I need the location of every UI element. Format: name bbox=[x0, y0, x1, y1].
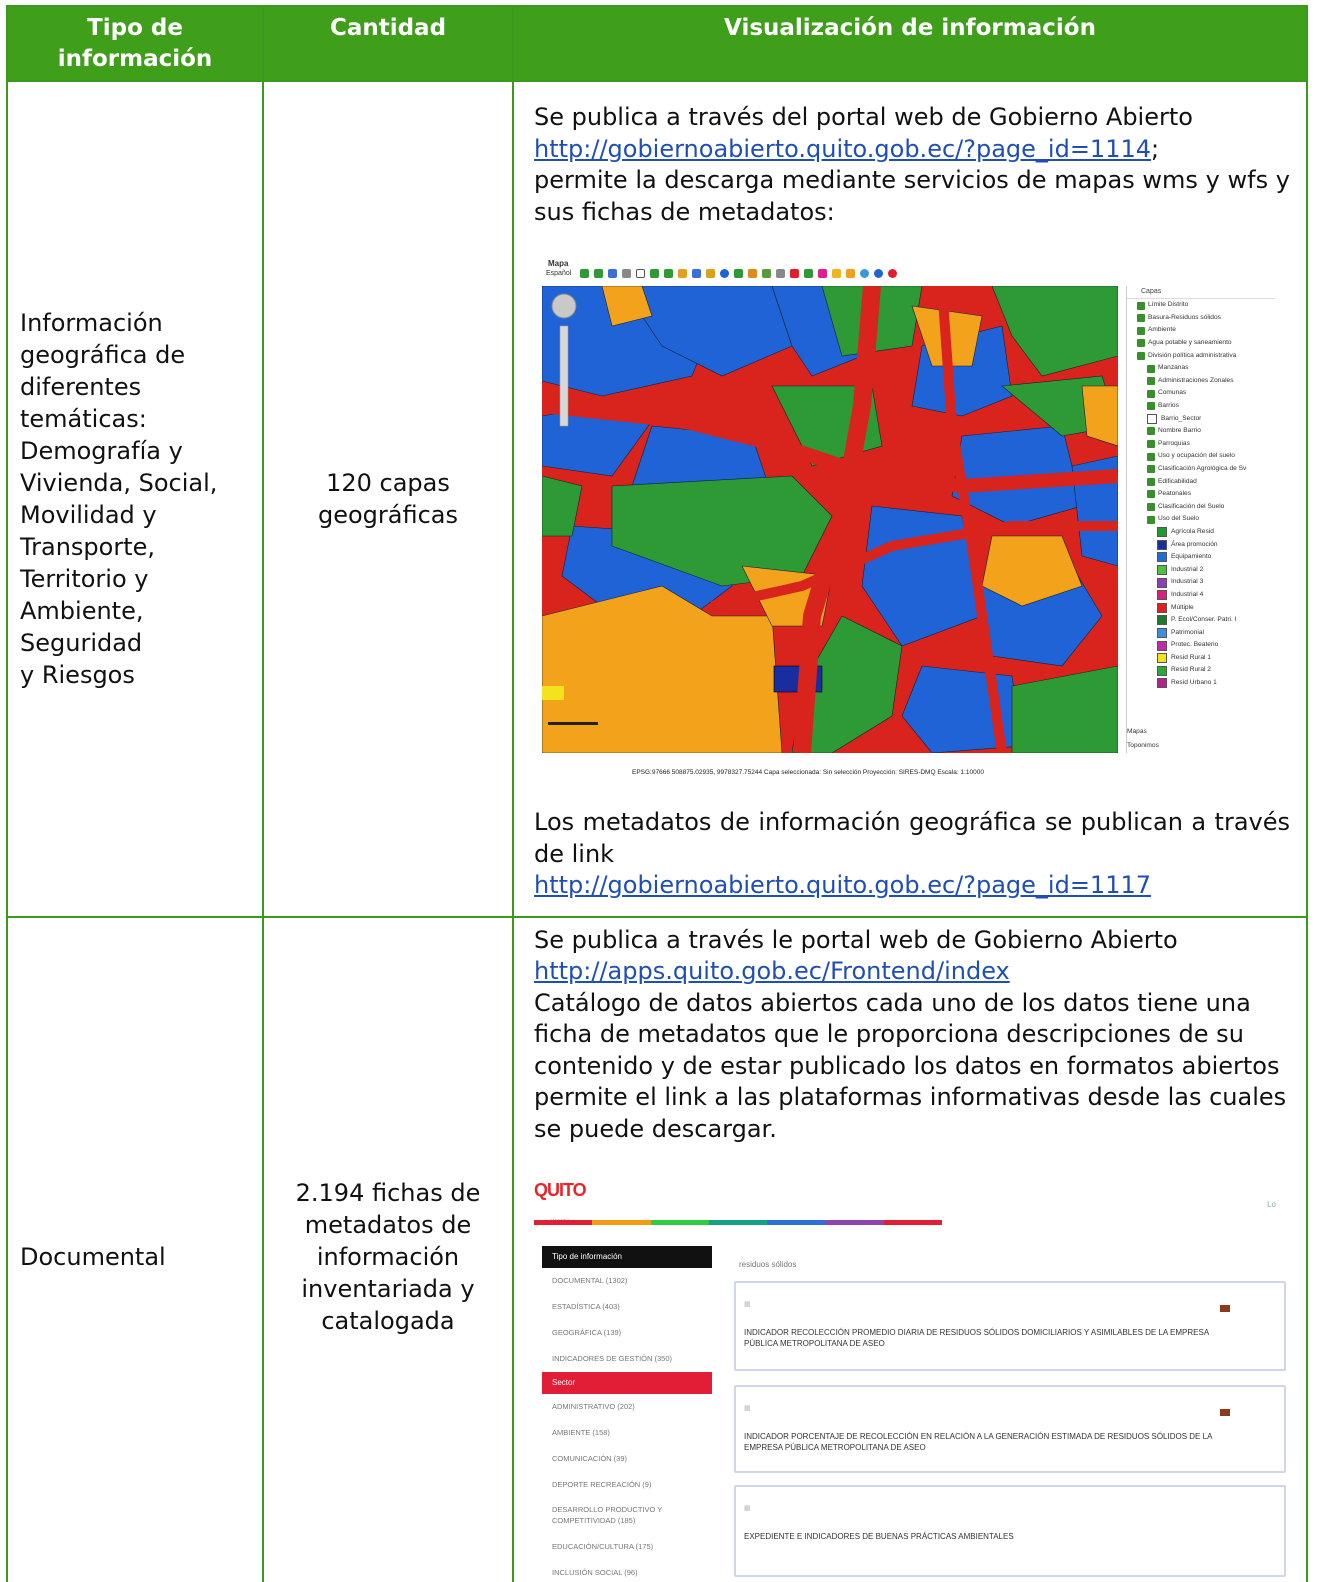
layer-icon bbox=[1147, 402, 1155, 410]
zoom-out-icon[interactable] bbox=[594, 269, 603, 278]
layer-label: División política administrativa bbox=[1148, 351, 1237, 359]
tipo-line: Vivienda, Social, bbox=[20, 469, 218, 497]
language-select[interactable]: Español bbox=[546, 269, 572, 277]
link-suffix: ; bbox=[1151, 134, 1160, 163]
layer-label: Parroquias bbox=[1158, 439, 1190, 447]
tipo-line: temáticas: bbox=[20, 405, 147, 433]
card-title[interactable]: INDICADOR RECOLECCIÓN PROMEDIO DIARIA DE RESIDUOS SÓLIDOS DOMICILIARIOS Y ASIMILABLES DE LA EMPRESA PÚBLICA METROPOLITANA DE ASEO bbox=[744, 1327, 1209, 1348]
layer-label: Resid Rural 2 bbox=[1171, 666, 1211, 674]
legend-swatch bbox=[1157, 653, 1167, 663]
tipo-line: Seguridad bbox=[20, 629, 143, 657]
sidebar-filter-item[interactable]: DEPORTE RECREACIÓN (9) bbox=[552, 1480, 652, 1490]
layer-item[interactable] bbox=[1127, 627, 1275, 640]
visualizacion-cell-geografica bbox=[513, 81, 1307, 917]
toponyms-section[interactable]: Toponimos bbox=[1127, 742, 1159, 750]
file-icon bbox=[1220, 1305, 1230, 1312]
layer-item[interactable] bbox=[1127, 387, 1275, 400]
layer-item[interactable] bbox=[1127, 312, 1275, 325]
layer-item[interactable] bbox=[1127, 614, 1275, 627]
document-icon[interactable] bbox=[846, 269, 855, 278]
stripe-segment bbox=[534, 1220, 592, 1225]
layer-label: Barrios bbox=[1158, 402, 1179, 409]
layer-item[interactable] bbox=[1127, 551, 1275, 564]
export-icon[interactable] bbox=[776, 269, 785, 278]
info-icon[interactable] bbox=[720, 269, 729, 278]
layer-item[interactable] bbox=[1127, 450, 1275, 463]
layer-label: P. Ecol/Conser. Patri. I bbox=[1171, 616, 1237, 624]
print-icon[interactable] bbox=[762, 269, 771, 278]
tipo-line: Movilidad y bbox=[20, 501, 157, 529]
layer-item[interactable] bbox=[1127, 513, 1275, 526]
sidebar-filter-item[interactable]: INCLUSIÓN SOCIAL (96) bbox=[552, 1568, 638, 1578]
layer-label: Barrio_Sector bbox=[1161, 414, 1202, 422]
header-tipo: Tipo de información bbox=[7, 6, 263, 81]
layer-item[interactable] bbox=[1127, 664, 1275, 677]
map-canvas[interactable] bbox=[542, 286, 1118, 753]
layer-icon bbox=[1137, 314, 1145, 322]
paragraph-portal bbox=[534, 102, 1290, 228]
bookmark-icon[interactable] bbox=[832, 269, 841, 278]
area-icon[interactable] bbox=[692, 269, 701, 278]
map-status-bar: EPSG:97666 508875.02935, 9978327.75244 Capa seleccionada: Sin selección Proyección: SIRES-DMQ Escala: 1:10000 bbox=[632, 769, 984, 777]
layer-icon bbox=[1147, 478, 1155, 486]
download-text: permite la descarga mediante servicios de mapas wms y wfs y sus fichas de metadatos: bbox=[534, 166, 1290, 226]
stripe-segment bbox=[825, 1220, 883, 1225]
color-stripe bbox=[534, 1220, 942, 1225]
layer-item[interactable] bbox=[1127, 299, 1275, 312]
layer-label: Resid Urbano 1 bbox=[1171, 679, 1217, 687]
type-list bbox=[542, 1268, 712, 1372]
tipo-line: Ambiente, bbox=[20, 597, 144, 625]
sidebar-filter-item[interactable]: ESTADÍSTICA (403) bbox=[552, 1302, 620, 1312]
tipo-line: Demografía y bbox=[20, 437, 183, 465]
legend-swatch bbox=[1157, 527, 1167, 537]
legend-swatch bbox=[1157, 615, 1167, 625]
sidebar-filter-item[interactable]: ADMINISTRATIVO (202) bbox=[552, 1402, 635, 1412]
paragraph-open-data bbox=[534, 925, 1290, 1146]
visualizacion-cell-documental bbox=[513, 917, 1307, 1582]
portal-text: Se publica a través le portal web de Gobierno Abierto bbox=[534, 925, 1178, 954]
tipo-line: geográfica de bbox=[20, 341, 186, 369]
layer-item[interactable] bbox=[1127, 677, 1275, 690]
maps-section[interactable]: Mapas bbox=[1127, 728, 1147, 736]
layer-item[interactable] bbox=[1127, 438, 1275, 451]
layer-icon bbox=[1147, 516, 1155, 524]
layer-label: Edificabilidad bbox=[1158, 477, 1197, 485]
legend-swatch bbox=[1157, 552, 1167, 562]
layer-icon bbox=[1137, 339, 1145, 347]
back-icon[interactable] bbox=[650, 269, 659, 278]
card-meta: ▦ bbox=[744, 1301, 751, 1309]
layer-label: Peatonales bbox=[1158, 490, 1191, 498]
layer-item[interactable] bbox=[1127, 488, 1275, 501]
layer-item[interactable] bbox=[1127, 400, 1275, 413]
table-row bbox=[7, 917, 1307, 1582]
layer-icon bbox=[1147, 440, 1155, 448]
card-title[interactable]: INDICADOR PORCENTAJE DE RECOLECCIÓN EN RELACIÓN A LA GENERACIÓN ESTIMADA DE RESIDUOS SÓLIDOS DE LA EMPRESA PÚBLICA METROPOLITANA DE ASEO bbox=[744, 1431, 1212, 1452]
catalog-sidebar bbox=[542, 1246, 712, 1582]
layer-icon bbox=[1147, 453, 1155, 461]
layer-item[interactable] bbox=[1127, 362, 1275, 375]
layer-icon bbox=[1147, 390, 1155, 398]
layer-label: Nombre Barrio bbox=[1158, 427, 1201, 435]
layer-label: Clasificación del Suelo bbox=[1158, 502, 1225, 510]
stripe-segment bbox=[651, 1220, 709, 1225]
layer-icon bbox=[1147, 503, 1155, 511]
card-meta: ▦ bbox=[744, 1405, 751, 1413]
user-icon[interactable] bbox=[748, 269, 757, 278]
layer-icon bbox=[1137, 352, 1145, 360]
layer-label: Comunas bbox=[1158, 389, 1187, 397]
portal-text: Se publica a través del portal web de Gobierno Abierto bbox=[534, 103, 1193, 132]
result-card[interactable] bbox=[734, 1281, 1286, 1371]
layer-label: Ambiente bbox=[1148, 326, 1176, 334]
layer-item[interactable] bbox=[1127, 463, 1275, 476]
legend-swatch bbox=[1157, 678, 1167, 688]
layer-label: Límite Distrito bbox=[1148, 301, 1189, 309]
tipo-line: Información bbox=[20, 309, 163, 337]
layer-label: Administraciones Zonales bbox=[1158, 376, 1234, 384]
sidebar-filter-item[interactable]: COMUNICACIÓN (39) bbox=[552, 1454, 628, 1464]
layer-icon bbox=[1147, 490, 1155, 498]
layer-icon bbox=[1147, 465, 1155, 473]
layer-label: Equipamiento bbox=[1171, 553, 1212, 561]
layer-item[interactable] bbox=[1127, 639, 1275, 652]
stripe-segment bbox=[592, 1220, 650, 1225]
tipo-line: y Riesgos bbox=[20, 661, 135, 689]
metadata-text: Los metadatos de información geográfica se publican a través de link bbox=[534, 808, 1290, 868]
cantidad-line: metadatos de bbox=[304, 1211, 472, 1239]
stripe-segment bbox=[767, 1220, 825, 1225]
paragraph-metadata bbox=[534, 807, 1290, 902]
legend-swatch bbox=[1157, 540, 1167, 550]
layer-item[interactable] bbox=[1127, 564, 1275, 577]
result-card[interactable] bbox=[734, 1385, 1286, 1473]
legend-swatch bbox=[1157, 641, 1167, 651]
layer-label: Uso y ocupación del suelo bbox=[1158, 452, 1235, 460]
tipo-cell-documental bbox=[7, 917, 263, 1582]
layer-item[interactable] bbox=[1127, 652, 1275, 665]
draw-icon[interactable] bbox=[706, 269, 715, 278]
login-link[interactable]: Lo bbox=[1267, 1200, 1276, 1210]
tipo-text bbox=[20, 307, 261, 691]
result-card[interactable] bbox=[734, 1485, 1286, 1577]
pan-icon[interactable] bbox=[622, 269, 631, 278]
sector-list bbox=[542, 1394, 712, 1582]
layer-label: Área promoción bbox=[1171, 540, 1218, 548]
legend-swatch bbox=[1157, 590, 1167, 600]
tipo-cell-geografica bbox=[7, 81, 263, 917]
catalog-text: Catálogo de datos abiertos cada uno de los datos tiene una ficha de metadatos que le proporciona descripciones de su contenido y de estar publicado los datos en formatos abiertos permite el link a las plataformas informativas desde las cuales se puede descargar. bbox=[534, 988, 1287, 1143]
quito-logo: QUITO bbox=[534, 1180, 586, 1201]
legend-swatch bbox=[1157, 565, 1167, 575]
layer-label: Manzanas bbox=[1158, 364, 1189, 372]
grid-icon[interactable] bbox=[804, 269, 813, 278]
layer-item[interactable] bbox=[1127, 425, 1275, 438]
cantidad-line: geográficas bbox=[317, 501, 458, 529]
card-title[interactable]: EXPEDIENTE E INDICADORES DE BUENAS PRÁCTICAS AMBIENTALES bbox=[744, 1531, 1014, 1541]
tipo-line: diferentes bbox=[20, 373, 142, 401]
sidebar-filter-item[interactable]: GEOGRÁFICA (139) bbox=[552, 1328, 622, 1338]
catalog-screenshot bbox=[534, 1175, 1294, 1582]
layer-label: Protec. Beaterio bbox=[1171, 641, 1219, 649]
globe-icon[interactable] bbox=[860, 269, 869, 278]
layer-panel bbox=[1126, 286, 1275, 753]
layer-label: Industrial 4 bbox=[1171, 590, 1204, 598]
sidebar-filter-item[interactable]: DOCUMENTAL (1302) bbox=[552, 1276, 628, 1286]
legend-swatch bbox=[1157, 628, 1167, 638]
layer-label: Agrícola Resid bbox=[1171, 527, 1214, 535]
layer-item[interactable] bbox=[1127, 602, 1275, 615]
select-icon[interactable] bbox=[636, 269, 645, 278]
link-frontend-index[interactable]: http://apps.quito.gob.ec/Frontend/index bbox=[534, 957, 1010, 986]
layer-label: Clasificación Agrológica de Sv bbox=[1158, 464, 1247, 472]
header-cantidad: Cantidad bbox=[263, 6, 513, 81]
layer-icon bbox=[1137, 302, 1145, 310]
layer-icon bbox=[1147, 427, 1155, 435]
scissors-icon[interactable] bbox=[818, 269, 827, 278]
cantidad-line: catalogada bbox=[321, 1307, 455, 1335]
measure-icon[interactable] bbox=[678, 269, 687, 278]
layer-label: Múltiple bbox=[1171, 603, 1194, 611]
layer-label: Resid Rural 1 bbox=[1171, 653, 1211, 661]
sidebar-header-type: Tipo de información bbox=[542, 1246, 712, 1268]
layer-item[interactable] bbox=[1127, 589, 1275, 602]
layer-label: Uso del Suelo bbox=[1158, 515, 1200, 523]
sidebar-header-sector: Sector bbox=[542, 1372, 712, 1394]
sidebar-filter-item[interactable]: INDICADORES DE GESTIÓN (350) bbox=[552, 1354, 673, 1364]
tipo-line: Territorio y bbox=[20, 565, 149, 593]
sidebar-filter-item[interactable]: AMBIENTE (158) bbox=[552, 1428, 610, 1438]
map-viewer-screenshot bbox=[542, 246, 1277, 777]
legend-swatch bbox=[1147, 414, 1157, 424]
power-icon[interactable] bbox=[888, 269, 897, 278]
layer-item[interactable] bbox=[1127, 501, 1275, 514]
tipo-line: Transporte, bbox=[20, 533, 156, 561]
legend-swatch bbox=[1157, 666, 1167, 676]
legend-swatch bbox=[1157, 578, 1167, 588]
layer-label: Patrimonial bbox=[1171, 628, 1204, 636]
link-page-1114[interactable]: http://gobiernoabierto.quito.gob.ec/?page_id=1114 bbox=[534, 134, 1152, 163]
tipo-text: Documental bbox=[20, 1243, 166, 1271]
cantidad-line: 2.194 fichas de bbox=[295, 1179, 481, 1207]
layer-icon[interactable] bbox=[734, 269, 743, 278]
sidebar-filter-item[interactable]: DESARROLLO PRODUCTIVO Y COMPETITIVIDAD (185) bbox=[552, 1505, 663, 1526]
stripe-segment bbox=[884, 1220, 942, 1225]
layer-item[interactable] bbox=[1127, 539, 1275, 552]
cantidad-text bbox=[265, 467, 511, 531]
layer-label: Basura-Residuos sólidos bbox=[1148, 313, 1221, 321]
map-title: Mapa bbox=[548, 259, 569, 269]
flag-icon[interactable] bbox=[790, 269, 799, 278]
layer-panel-header: Capas bbox=[1127, 286, 1275, 299]
layer-item[interactable] bbox=[1127, 576, 1275, 589]
cantidad-cell-documental bbox=[263, 917, 513, 1582]
cantidad-text bbox=[265, 1177, 511, 1337]
search-query[interactable]: residuos sólidos bbox=[739, 1260, 797, 1270]
cantidad-line: inventariada y bbox=[301, 1275, 475, 1303]
forward-icon[interactable] bbox=[664, 269, 673, 278]
legend-swatch bbox=[1157, 603, 1167, 613]
stripe-segment bbox=[709, 1220, 767, 1225]
layer-label: Industrial 2 bbox=[1171, 565, 1204, 573]
layer-item[interactable] bbox=[1127, 324, 1275, 337]
table-row bbox=[7, 81, 1307, 917]
table-header-row bbox=[7, 6, 1307, 81]
card-meta: ▦ bbox=[744, 1505, 751, 1513]
info-table bbox=[6, 5, 1308, 1582]
layer-item[interactable] bbox=[1127, 375, 1275, 388]
layer-panel-footer bbox=[1127, 725, 1275, 753]
layer-list bbox=[1127, 299, 1275, 689]
sidebar-filter-item[interactable]: EDUCACIÓN/CULTURA (175) bbox=[552, 1542, 654, 1552]
zoom-extent-icon[interactable] bbox=[608, 269, 617, 278]
header-visualizacion: Visualización de información bbox=[513, 6, 1307, 81]
layer-item[interactable] bbox=[1127, 413, 1275, 426]
layer-label: Industrial 3 bbox=[1171, 578, 1204, 586]
layer-item[interactable] bbox=[1127, 337, 1275, 350]
land-use-map bbox=[542, 286, 1118, 753]
map-toolbar bbox=[546, 266, 1046, 280]
file-icon bbox=[1220, 1409, 1230, 1416]
layer-item[interactable] bbox=[1127, 350, 1275, 363]
zoom-in-icon[interactable] bbox=[580, 269, 589, 278]
layer-icon bbox=[1147, 377, 1155, 385]
cantidad-line: 120 capas bbox=[326, 469, 450, 497]
help-icon[interactable] bbox=[874, 269, 883, 278]
cantidad-cell-geografica bbox=[263, 81, 513, 917]
link-page-1117[interactable]: http://gobiernoabierto.quito.gob.ec/?page_id=1117 bbox=[534, 871, 1152, 900]
layer-icon bbox=[1137, 327, 1145, 335]
layer-item[interactable] bbox=[1127, 526, 1275, 539]
layer-label: Agua potable y saneamiento bbox=[1148, 339, 1232, 347]
layer-icon bbox=[1147, 365, 1155, 373]
layer-item[interactable] bbox=[1127, 476, 1275, 489]
cantidad-line: información bbox=[316, 1243, 460, 1271]
